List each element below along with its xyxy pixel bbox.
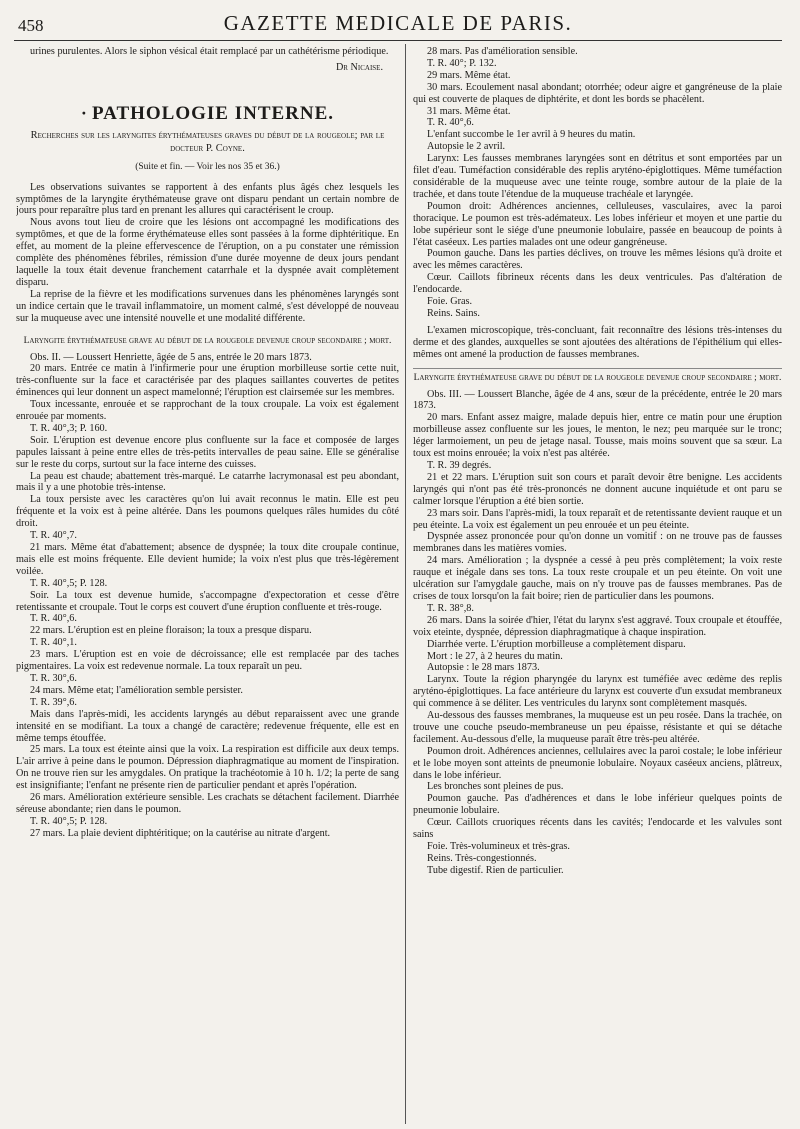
- paragraph: 24 mars. Amélioration ; la dyspnée a cessé à peu près complètement; la voix reste rauque et inégale dans ses tons. La toux reste croupale et un peu éteinte. On voit une ulcération sur l'amygdale gauche, mais on n'y trouve pas de fausses membranes. Pas de crises de toux lorsqu'on la fait boire; rien de particulier dans les poumons.: [413, 555, 782, 602]
- paragraph: Foie. Très-volumineux et très-gras.: [427, 841, 570, 852]
- paragraph: L'enfant succombe le 1er avril à 9 heures du matin.: [427, 129, 636, 141]
- paragraph: Soir. L'éruption est devenue encore plus confluente sur la face et composée de larges papules laissant à peine entre elles de très-petits intervalles de peau saine. Elle se généralise sur le reste du corps, surtout sur la face interne des cuisses.: [16, 434, 399, 470]
- paragraph: Nous avons tout lieu de croire que les lésions ont accompagné les modifications des symptômes, et que de la forme érythémateuse elles sont passées à la forme diphtéritique. En effet, au moment de la pleine effervescence de l'éruption, on a pu constater une rémission complète des phénomènes fébriles, rémission d'une durée moyenne de deux jours pendant laquelle la toux était devenue franchement catarrhale et la dyspnée avait complètement disparu.: [16, 217, 399, 288]
- paragraph: Autopsie le 2 avril.: [427, 141, 506, 153]
- paragraph: T. R. 40°,7.: [30, 530, 77, 542]
- paragraph: La toux persiste avec les caractères qu'on lui avait reconnus le matin. Elle est peu fréquente et la voix est à peine altérée. Dans les poumons quelques râles humides du côté droit.: [16, 494, 399, 530]
- paragraph: Cœur. Caillots fibrineux récents dans les deux ventricules. Pas d'altération de l'endocarde.: [413, 272, 782, 296]
- paragraph: Obs. II. — Loussert Henriette, âgée de 5 ans, entrée le 20 mars 1873.: [30, 351, 312, 363]
- paragraph: Cœur. Caillots cruoriques récents dans les cavités; l'endocarde et les valvules sont sains: [413, 817, 782, 841]
- paragraph: Tube digestif. Rien de particulier.: [427, 864, 564, 876]
- paragraph: T. R. 30°,6.: [30, 672, 77, 684]
- case-heading: Laryngite érythémateuse grave au début de la rougeole devenue croup secondaire ; mort.: [23, 335, 392, 346]
- paragraph: 21 et 22 mars. L'éruption suit son cours et paraît devoir être benigne. Les accidents laryngés qui n'ont pas été très-prononcés ne donnent aucune inquiétude et ont paru se calmer lorsque l'éruption a été bien sortie.: [413, 471, 782, 507]
- paragraph: 31 mars. Même état.: [427, 105, 511, 117]
- paragraph: 26 mars. Amélioration extérieure sensible. Les crachats se détachent facilement. Diarrhée séreuse abondante; rien dans le poumon.: [16, 792, 399, 815]
- paragraph: 29 mars. Même état.: [427, 69, 511, 81]
- column-divider: [405, 44, 406, 1124]
- carryover-paragraph: urines purulentes. Alors le siphon vésical était remplacé par un cathétérisme périodique.: [30, 46, 389, 57]
- paragraph: 26 mars. Dans la soirée d'hier, l'état du larynx s'est aggravé. Toux croupale et étouffée, voix eteinte, dyspnée, dépression diaphragmatique à chaque inspiration.: [413, 614, 782, 638]
- paragraph: Autopsie : le 28 mars 1873.: [427, 662, 540, 674]
- paragraph: La reprise de la fièvre et les modifications survenues dans les phénomènes laryngés sont un indice certain que le travail inflammatoire, un moment calmé, s'est développé de nouveau sur la muqueuse avec une intensité nouvelle et une modalité différente.: [16, 288, 399, 324]
- section-title-text: PATHOLOGIE INTERNE.: [91, 102, 335, 124]
- paragraph: Dyspnée assez prononcée pour qu'on donne un vomitif : on ne trouve pas de fausses membranes dans les matières vomies.: [413, 531, 782, 555]
- paragraph: T. R. 40°; P. 132.: [427, 57, 497, 69]
- paragraph: Les observations suivantes se rapportent à des enfants plus âgés chez lesquels les symptômes de la laryngite érythémateuse grave ont disparu pendant un certain nombre de jours pour reparaître plus tard en prenant les allures qui caractérisent le croup.: [16, 181, 399, 217]
- paragraph: T. R. 40°,6.: [30, 613, 77, 625]
- paragraph: Foie. Gras.: [427, 296, 472, 308]
- paragraph: Soir. La toux est devenue humide, s'accompagne d'expectoration et cesse d'être retentissante et croupale. Tout le corps est couvert d'une éruption confluente et très-rouge.: [16, 589, 399, 613]
- paragraph: Au-dessous des fausses membranes, la muqueuse est un peu rosée. Dans la trachée, on trouve une couche pseudo-membraneuse un peu épaisse, résistante et qui se détache facilement. Au-dessous d'elle, la muqueuse paraît être très-peu altérée.: [413, 710, 782, 745]
- paragraph: L'examen microscopique, très-concluant, fait reconnaître des lésions très-intenses du derme et des glandes, auxquelles se sont ajoutées des altérations de l'épithélium qui elles-mêmes ont amené la production de fausses membranes.: [413, 324, 782, 360]
- paragraph: 22 mars. L'éruption est en pleine floraison; la toux a presque disparu.: [30, 625, 312, 637]
- paragraph: Obs. III. — Loussert Blanche, âgée de 4 ans, sœur de la précédente, entrée le 20 mars 1873.: [413, 388, 782, 412]
- paragraph: Poumon droit: Adhérences anciennes, celluleuses, vasculaires, avec la paroi thoracique. Le poumon est très-adémateux. Les lobes inférieur et moyen et une partie du lobe supérieur sont le siége d'une pneumonie lobulaire, passée en beaucoup de points à l'état caséeux. Les parties malades ont une odeur gangréneuse.: [413, 200, 782, 248]
- paragraph: T. R. 38°,8.: [427, 602, 474, 614]
- paragraph: T. R. 40°,1.: [30, 637, 77, 649]
- paragraph: T. R. 39°,6.: [30, 696, 77, 708]
- paragraph: T. R. 40°,5; P. 128.: [30, 815, 108, 827]
- paragraph: Reins. Très-congestionnés.: [427, 852, 537, 864]
- paragraph: T. R. 40°,6.: [427, 117, 474, 129]
- case-heading: Laryngite érythémateuse grave du début de la rougeole devenue croup secondaire ; mort.: [413, 368, 782, 384]
- section-bullet: ·: [80, 102, 88, 123]
- paragraph: Mort : le 27, à 2 heures du matin.: [427, 650, 563, 662]
- paragraph: Reins. Sains.: [427, 307, 480, 319]
- paragraph: Larynx: Les fausses membranes laryngées sont en détritus et sont emportées par un filet d'eau. Tuméfaction considérable des replis aryténo-épiglottiques. Même tuméfaction considérable de la muqueuse avec une teinte rouge, sombre autour de la plaie de la trachée, et dans toute l'étendue de la muqueuse trachéale et laryngée.: [413, 153, 782, 200]
- page-number: 458: [18, 16, 44, 35]
- paragraph: 24 mars. Même etat; l'amélioration semble persister.: [30, 684, 243, 696]
- paragraph: T. R. 40°,3; P. 160.: [30, 422, 108, 434]
- continuation-note: (Suite et fin. — Voir les nos 35 et 36.): [135, 161, 280, 172]
- author-signature: Dr Nicaise.: [335, 61, 383, 73]
- paragraph: Larynx. Toute la région pharyngée du larynx est tuméfiée avec œdème des replis aryténo-épiglottiques. La face antérieure du larynx est couverte d'un exsudat membraneux qui commence à se déliter. Les ventricules du larynx sont complètement masqués.: [413, 674, 782, 710]
- section-title: [16, 102, 399, 124]
- paragraph: 25 mars. La toux est éteinte ainsi que la voix. La respiration est difficile aux deux temps. L'air arrive à peine dans le poumon. Dépression diaphragmatique au moment de l'inspiration. On ne trouve rien sur les amygdales. On pratique la trachéotomie à 10 h. 1/2; la perte de sang est insignifiante; l'enfant ne présente rien de particulier pendant et après l'opération.: [16, 744, 399, 792]
- paragraph: 21 mars. Même état d'abattement; absence de dyspnée; la toux dite croupale continue, mais elle est moins fréquente. Elle devient humide; la voix n'est plus que très-légèrement voilée.: [16, 542, 399, 577]
- page-header: [14, 10, 782, 41]
- paragraph: Poumon gauche. Dans les parties déclives, on trouve les mêmes lésions qu'à droite et avec les mêmes caractères.: [413, 248, 782, 272]
- paragraph: Poumon gauche. Pas d'adhérences et dans le lobe inférieur quelques points de pneumonie lobulaire.: [413, 793, 782, 817]
- paragraph: 20 mars. Enfant assez maigre, malade depuis hier, entre ce matin pour une éruption morbilleuse assez confluente sur les joues, le menton, le nez; peu marquée sur le tronc; léger larmoiement, un peu de jetage nasal. Tousse, mais moins souvent que sa sœur. La toux est moins enrouée; la voix n'est pas altérée.: [413, 412, 782, 460]
- left-column: [16, 46, 399, 1122]
- paragraph: T. R. 40°,5; P. 128.: [30, 577, 108, 589]
- paragraph: 27 mars. La plaie devient diphtéritique; on la cautérise au nitrate d'argent.: [30, 827, 331, 839]
- right-column: [413, 46, 782, 1122]
- paragraph: 30 mars. Ecoulement nasal abondant; otorrhée; odeur aigre et gangréneuse de la plaie qui est couverte de plaques de diphtérite, et dont les bords se phacèlent.: [413, 81, 782, 105]
- paragraph: Diarrhée verte. L'éruption morbilleuse a complètement disparu.: [427, 638, 686, 650]
- paragraph: 20 mars. Entrée ce matin à l'infirmerie pour une éruption morbilleuse sortie cette nuit, très-confluente sur la face et caractérisée par des plaques saillantes couvertes de petites éminences qui leur donnent un aspect mamelonné; l'éruption est clairsemée sur les membres.: [16, 363, 399, 399]
- paragraph: Mais dans l'après-midi, les accidents laryngés au début reparaissent avec une grande intensité en se modifiant. La toux a changé de caractère; redevenue fréquente, elle est en même temps étouffée.: [16, 708, 399, 744]
- paragraph: Les bronches sont pleines de pus.: [427, 781, 564, 793]
- journal-title: GAZETTE MEDICALE DE PARIS.: [223, 11, 573, 35]
- article-subtitle: Recherches sur les laryngites érythémateuses graves du début de la rougeole; par le docteur P. Coyne.: [30, 129, 385, 154]
- paragraph: 23 mars. L'éruption est en voie de décroissance; elle est remplacée par des taches pigmentaires. La voix est redevenue normale. La toux reparaît un peu.: [16, 649, 399, 673]
- paragraph: Poumon droit. Adhérences anciennes, cellulaires avec la paroi costale; le lobe inférieur et le lobe moyen sont atteints de pneumonie lobulaire. Noyaux caséeux anciens, plâtreux, dans le lobe inférieur.: [413, 745, 782, 781]
- paragraph: 23 mars soir. Dans l'après-midi, la toux reparaît et de retentissante devient rauque et un peu éteinte. La voix est également un peu enrouée et un peu éteinte.: [413, 507, 782, 531]
- paragraph: La peau est chaude; abattement très-marqué. Le catarrhe lacrymonasal est peu abondant, mais il y a une photobie très-intense.: [16, 470, 399, 494]
- paragraph: T. R. 39 degrés.: [427, 460, 492, 471]
- paragraph: 28 mars. Pas d'amélioration sensible.: [427, 46, 578, 57]
- paragraph: Toux incessante, enrouée et se rapprochant de la toux croupale. La voix est également enrouée par moments.: [16, 399, 399, 423]
